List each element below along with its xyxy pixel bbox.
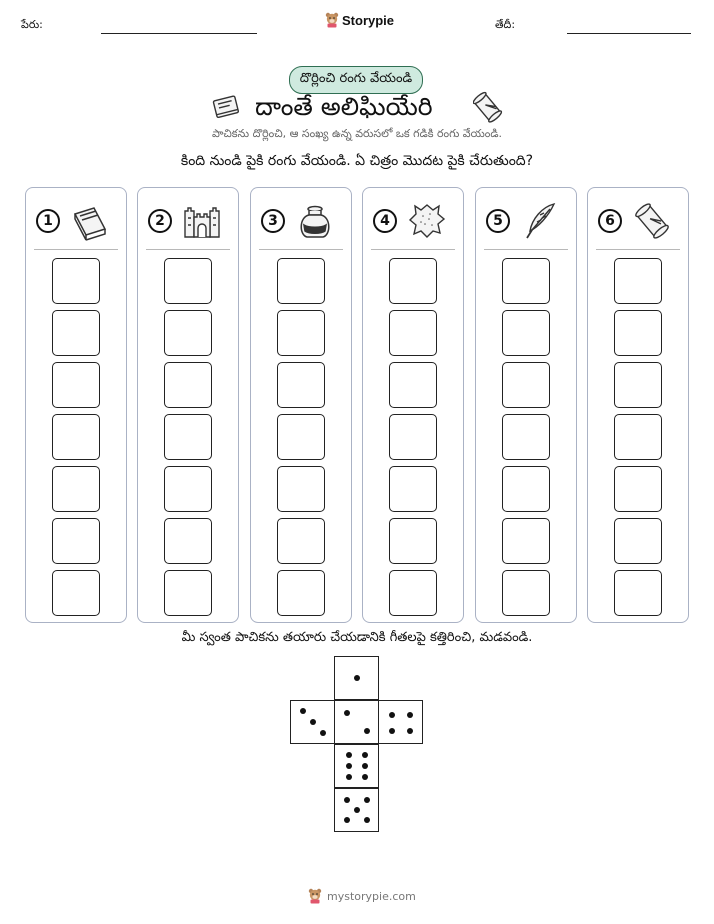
- color-box[interactable]: [389, 258, 437, 304]
- column-header: [371, 200, 457, 242]
- die-face-6: [334, 744, 379, 788]
- column-number: 2: [148, 209, 172, 233]
- column-1: [25, 187, 127, 623]
- column-divider: [371, 249, 455, 250]
- column-header: [484, 200, 570, 242]
- color-box[interactable]: [52, 466, 100, 512]
- pip: [364, 797, 370, 803]
- color-box[interactable]: [52, 518, 100, 564]
- name-line: [101, 33, 257, 34]
- color-box[interactable]: [277, 258, 325, 304]
- die-face-1: [334, 656, 379, 700]
- color-box[interactable]: [502, 310, 550, 356]
- castle-icon: [182, 201, 222, 241]
- column-number: 6: [598, 209, 622, 233]
- scroll-icon: [473, 90, 503, 126]
- color-box[interactable]: [277, 310, 325, 356]
- color-box[interactable]: [277, 466, 325, 512]
- column-number: 4: [373, 209, 397, 233]
- column-header: [596, 200, 682, 242]
- footer: [307, 888, 416, 904]
- pip: [407, 728, 413, 734]
- color-box[interactable]: [389, 570, 437, 616]
- brand-name: Storypie: [342, 12, 395, 28]
- color-box[interactable]: [502, 518, 550, 564]
- pip: [362, 763, 368, 769]
- column-5: [475, 187, 577, 623]
- column-header: [259, 200, 345, 242]
- color-box[interactable]: [52, 310, 100, 356]
- color-box[interactable]: [389, 518, 437, 564]
- column-divider: [34, 249, 118, 250]
- column-number: 5: [486, 209, 510, 233]
- column-divider: [259, 249, 343, 250]
- column-divider: [146, 249, 230, 250]
- column-2: [137, 187, 239, 623]
- color-box[interactable]: [389, 310, 437, 356]
- column-number: 1: [36, 209, 60, 233]
- column-header: [34, 200, 120, 242]
- color-box[interactable]: [502, 414, 550, 460]
- quill-icon: [520, 201, 560, 241]
- die-face-5: [334, 788, 379, 832]
- color-box[interactable]: [614, 466, 662, 512]
- pip: [362, 752, 368, 758]
- color-box[interactable]: [277, 362, 325, 408]
- color-box[interactable]: [52, 258, 100, 304]
- color-box[interactable]: [164, 466, 212, 512]
- column-3: [250, 187, 352, 623]
- pip: [344, 797, 350, 803]
- pip: [344, 710, 350, 716]
- die-face-2: [334, 700, 379, 744]
- pip: [354, 807, 360, 813]
- scroll-icon: [632, 201, 672, 241]
- color-box[interactable]: [164, 310, 212, 356]
- color-box[interactable]: [164, 570, 212, 616]
- color-box[interactable]: [502, 258, 550, 304]
- pip: [389, 712, 395, 718]
- pip: [407, 712, 413, 718]
- column-header: [146, 200, 232, 242]
- pip: [310, 719, 316, 725]
- color-box[interactable]: [164, 518, 212, 564]
- color-box[interactable]: [614, 414, 662, 460]
- pip: [300, 708, 306, 714]
- parchment-hide-icon: [407, 201, 447, 241]
- question: కింది నుండి పైకి రంగు వేయండి. ఏ చిత్రం మొదట పైకి చేరుతుంది?: [180, 153, 534, 169]
- subtitle: పాచికను దొర్లించి, ఆ సంఖ్య ఉన్న వరుసలో ఒక గడికి రంగు వేయండి.: [212, 127, 502, 140]
- column-number: 3: [261, 209, 285, 233]
- ink-pot-icon: [295, 201, 335, 241]
- color-box[interactable]: [614, 518, 662, 564]
- book-icon: [70, 201, 110, 241]
- date-label: తేదీ:: [495, 18, 516, 31]
- color-box[interactable]: [389, 414, 437, 460]
- die-face-4: [378, 700, 423, 744]
- bear-icon: [325, 12, 339, 28]
- footer-url[interactable]: mystorypie.com: [327, 889, 416, 903]
- pip: [346, 752, 352, 758]
- pip: [362, 774, 368, 780]
- column-4: [362, 187, 464, 623]
- color-box[interactable]: [164, 362, 212, 408]
- color-box[interactable]: [164, 258, 212, 304]
- color-box[interactable]: [502, 466, 550, 512]
- pip: [354, 675, 360, 681]
- color-box[interactable]: [614, 362, 662, 408]
- die-face-3: [290, 700, 335, 744]
- pip: [346, 763, 352, 769]
- color-box[interactable]: [614, 570, 662, 616]
- date-line: [567, 33, 691, 34]
- color-box[interactable]: [52, 362, 100, 408]
- column-6: [587, 187, 689, 623]
- brand-logo: [325, 12, 394, 28]
- page-title: దాంతే అలిఘియేరి: [255, 92, 433, 121]
- pip: [346, 774, 352, 780]
- color-box[interactable]: [614, 310, 662, 356]
- color-box[interactable]: [502, 570, 550, 616]
- color-box[interactable]: [614, 258, 662, 304]
- color-box[interactable]: [52, 414, 100, 460]
- column-divider: [596, 249, 680, 250]
- pip: [364, 728, 370, 734]
- activity-badge: దొర్లించి రంగు వేయండి: [289, 66, 423, 94]
- color-box[interactable]: [277, 518, 325, 564]
- book-icon: [210, 92, 244, 122]
- pip: [344, 817, 350, 823]
- bear-icon: [307, 888, 323, 904]
- color-box[interactable]: [277, 414, 325, 460]
- column-divider: [484, 249, 568, 250]
- pip: [320, 730, 326, 736]
- dice-instruction: మీ స్వంత పాచికను తయారు చేయడానికి గీతలపై కత్తిరించి, మడవండి.: [181, 630, 533, 645]
- color-box[interactable]: [52, 570, 100, 616]
- color-box[interactable]: [277, 570, 325, 616]
- name-label: పేరు:: [21, 18, 43, 31]
- color-box[interactable]: [389, 466, 437, 512]
- color-box[interactable]: [389, 362, 437, 408]
- pip: [389, 728, 395, 734]
- color-box[interactable]: [502, 362, 550, 408]
- color-box[interactable]: [164, 414, 212, 460]
- pip: [364, 817, 370, 823]
